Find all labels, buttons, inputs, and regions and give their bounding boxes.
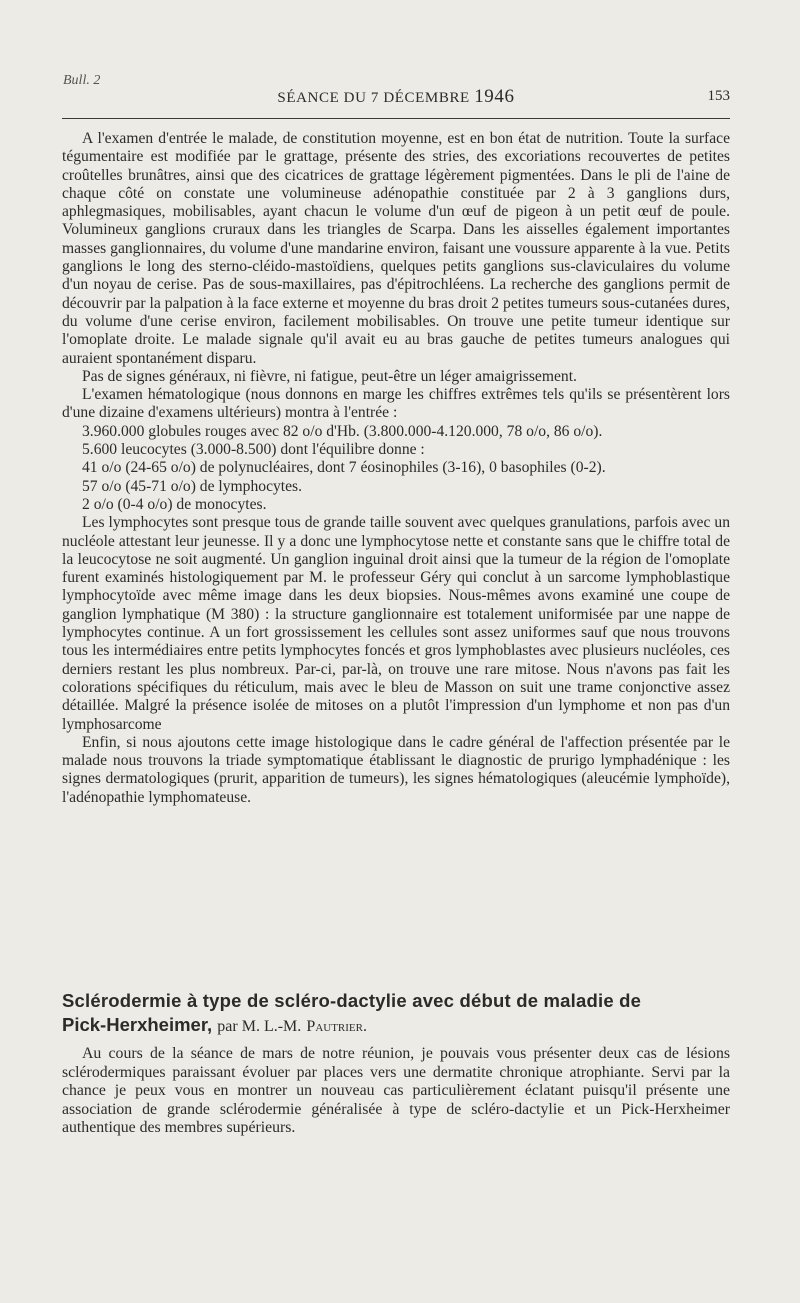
article-title-line2 [62, 1013, 730, 1039]
paragraph-histology: Les lymphocytes sont presque tous de grande taille souvent avec quelques granulations, parfois avec un nucléole attestant leur jeunesse. Il y a donc une lymphocytose nette et constante sans que le chiffre total de la leucocytose ne soit augmenté. Un ganglion inguinal droit ainsi que la tumeur de la région de l'omoplate furent examinés histologiquement par M. le professeur Géry qui conclut à un sarcome lymphoblastique lymphocytoïde avec même image dans les deux biopsies. Nous-mêmes avons examiné une coupe de ganglion lymphatique (M 380) : la structure ganglionnaire est totalement uniformisée par une nappe de lymphocytes continue. A un fort grossissement les cellules sont assez uniformes sauf que nous trouvons tous les intermédiaires entre petits lymphocytes foncés et gros lymphoblastes avec plusieurs nucléoles, ces derniers restant les plus nombreux. Par-ci, par-là, on trouve une rare mitose. Nous n'avons pas fait les colorations spécifiques du réticulum, mais avec le bleu de Masson on suit une trame conjonctive assez détaillée. Malgré la présence isolée de mitoses on a plutôt l'impression d'un lymphome et non pas d'un lymphosarcome [62, 514, 730, 733]
running-header [62, 86, 730, 114]
article-body [62, 130, 730, 807]
header-rule [62, 118, 730, 119]
running-title [62, 86, 730, 108]
running-title-text: SÉANCE DU 7 DÉCEMBRE [277, 90, 470, 106]
paragraph-hematology-intro: L'examen hématologique (nous donnons en marge les chiffres extrêmes tels qu'ils se présentèrent lors d'une dizaine d'examens ultérieurs) montra à l'entrée : [62, 386, 730, 422]
hemato-line: 2 o/o (0-4 o/o) de monocytes. [82, 495, 267, 513]
paragraph-general-signs: Pas de signes généraux, ni fièvre, ni fatigue, peut-être un léger amaigrissement. [82, 367, 577, 385]
hemato-line: 41 o/o (24-65 o/o) de polynucléaires, dont 7 éosinophiles (3-16), 0 basophiles (0-2). [82, 459, 606, 477]
hemato-line: 5.600 leucocytes (3.000-8.500) dont l'équilibre donne : [82, 441, 425, 459]
hemato-line: 57 o/o (45-71 o/o) de lymphocytes. [82, 477, 303, 495]
page-number: 153 [707, 88, 730, 104]
article-byline: par M. L.-M. [217, 1018, 302, 1035]
article-heading [62, 989, 730, 1039]
article-author: Pautrier. [306, 1018, 367, 1035]
paragraph-examination: A l'examen d'entrée le malade, de constitution moyenne, est en bon état de nutrition. Toute la surface tégumentaire est modifiée par le grattage, présente des stries, des excoriations recouvertes de petites croûtelles brunâtres, ainsi que des cicatrices de grattage légèrement pigmentées. Dans le pli de l'aine de chaque côté on constate une volumineuse adénopathie constituée par 2 à 3 ganglions durs, aphlegmasiques, mobilisables, ayant chacun le volume d'un œuf de pigeon à un petit œuf de poule. Volumineux ganglions cruraux dans les triangles de Scarpa. Dans les aisselles également importantes masses ganglionnaires, du volume d'une mandarine environ, faisant une voussure apparente à la vue. Petits ganglions le long des sterno-cléido-mastoïdiens, quelques petits ganglions sus-claviculaires du volume d'un noyau de cerise. Pas de sous-maxillaires, pas d'épitrochléens. La recherche des ganglions permit de découvrir par la palpation à la face externe et moyenne du bras droit 2 petites tumeurs sous-cutanées dures, du volume d'une cerise environ, facilement mobilisables. On trouve une petite tumeur identique sur l'omoplate droite. Le malade signale qu'il avait eu au bras gauche de petites tumeurs analogues qui auraient spontanément disparu. [62, 130, 730, 367]
paragraph-intro: Au cours de la séance de mars de notre réunion, je pouvais vous présenter deux cas de lésions sclérodermiques paraissant évoluer par places vers une dermatite chronique atrophiante. Servi par la chance je peux vous en montrer un nouveau cas particulièrement éclatant puisqu'il présente une association de grande sclérodermie généralisée à type de scléro-dactylie et un Pick-Herxheimer authentique des membres supérieurs. [62, 1045, 730, 1136]
article-title-disease: Pick-Herxheimer, [62, 1014, 213, 1035]
bulletin-label: Bull. 2 [63, 73, 101, 88]
hemato-line: 3.960.000 globules rouges avec 82 o/o d'Hb. (3.800.000-4.120.000, 78 o/o, 86 o/o). [82, 422, 603, 440]
running-title-year: 1946 [474, 86, 515, 107]
article2-body [62, 1045, 730, 1138]
article-title-line1: Sclérodermie à type de scléro-dactylie avec début de maladie de [62, 990, 642, 1011]
paragraph-conclusion: Enfin, si nous ajoutons cette image histologique dans le cadre général de l'affection présentée par le malade nous trouvons la triade symptomatique établissant le diagnostic de prurigo lymphadénique : les signes dermatologiques (prurit, apparition de tumeurs), les signes hématologiques (aleucémie lymphoïde), l'adénopathie lymphomateuse. [62, 733, 730, 806]
